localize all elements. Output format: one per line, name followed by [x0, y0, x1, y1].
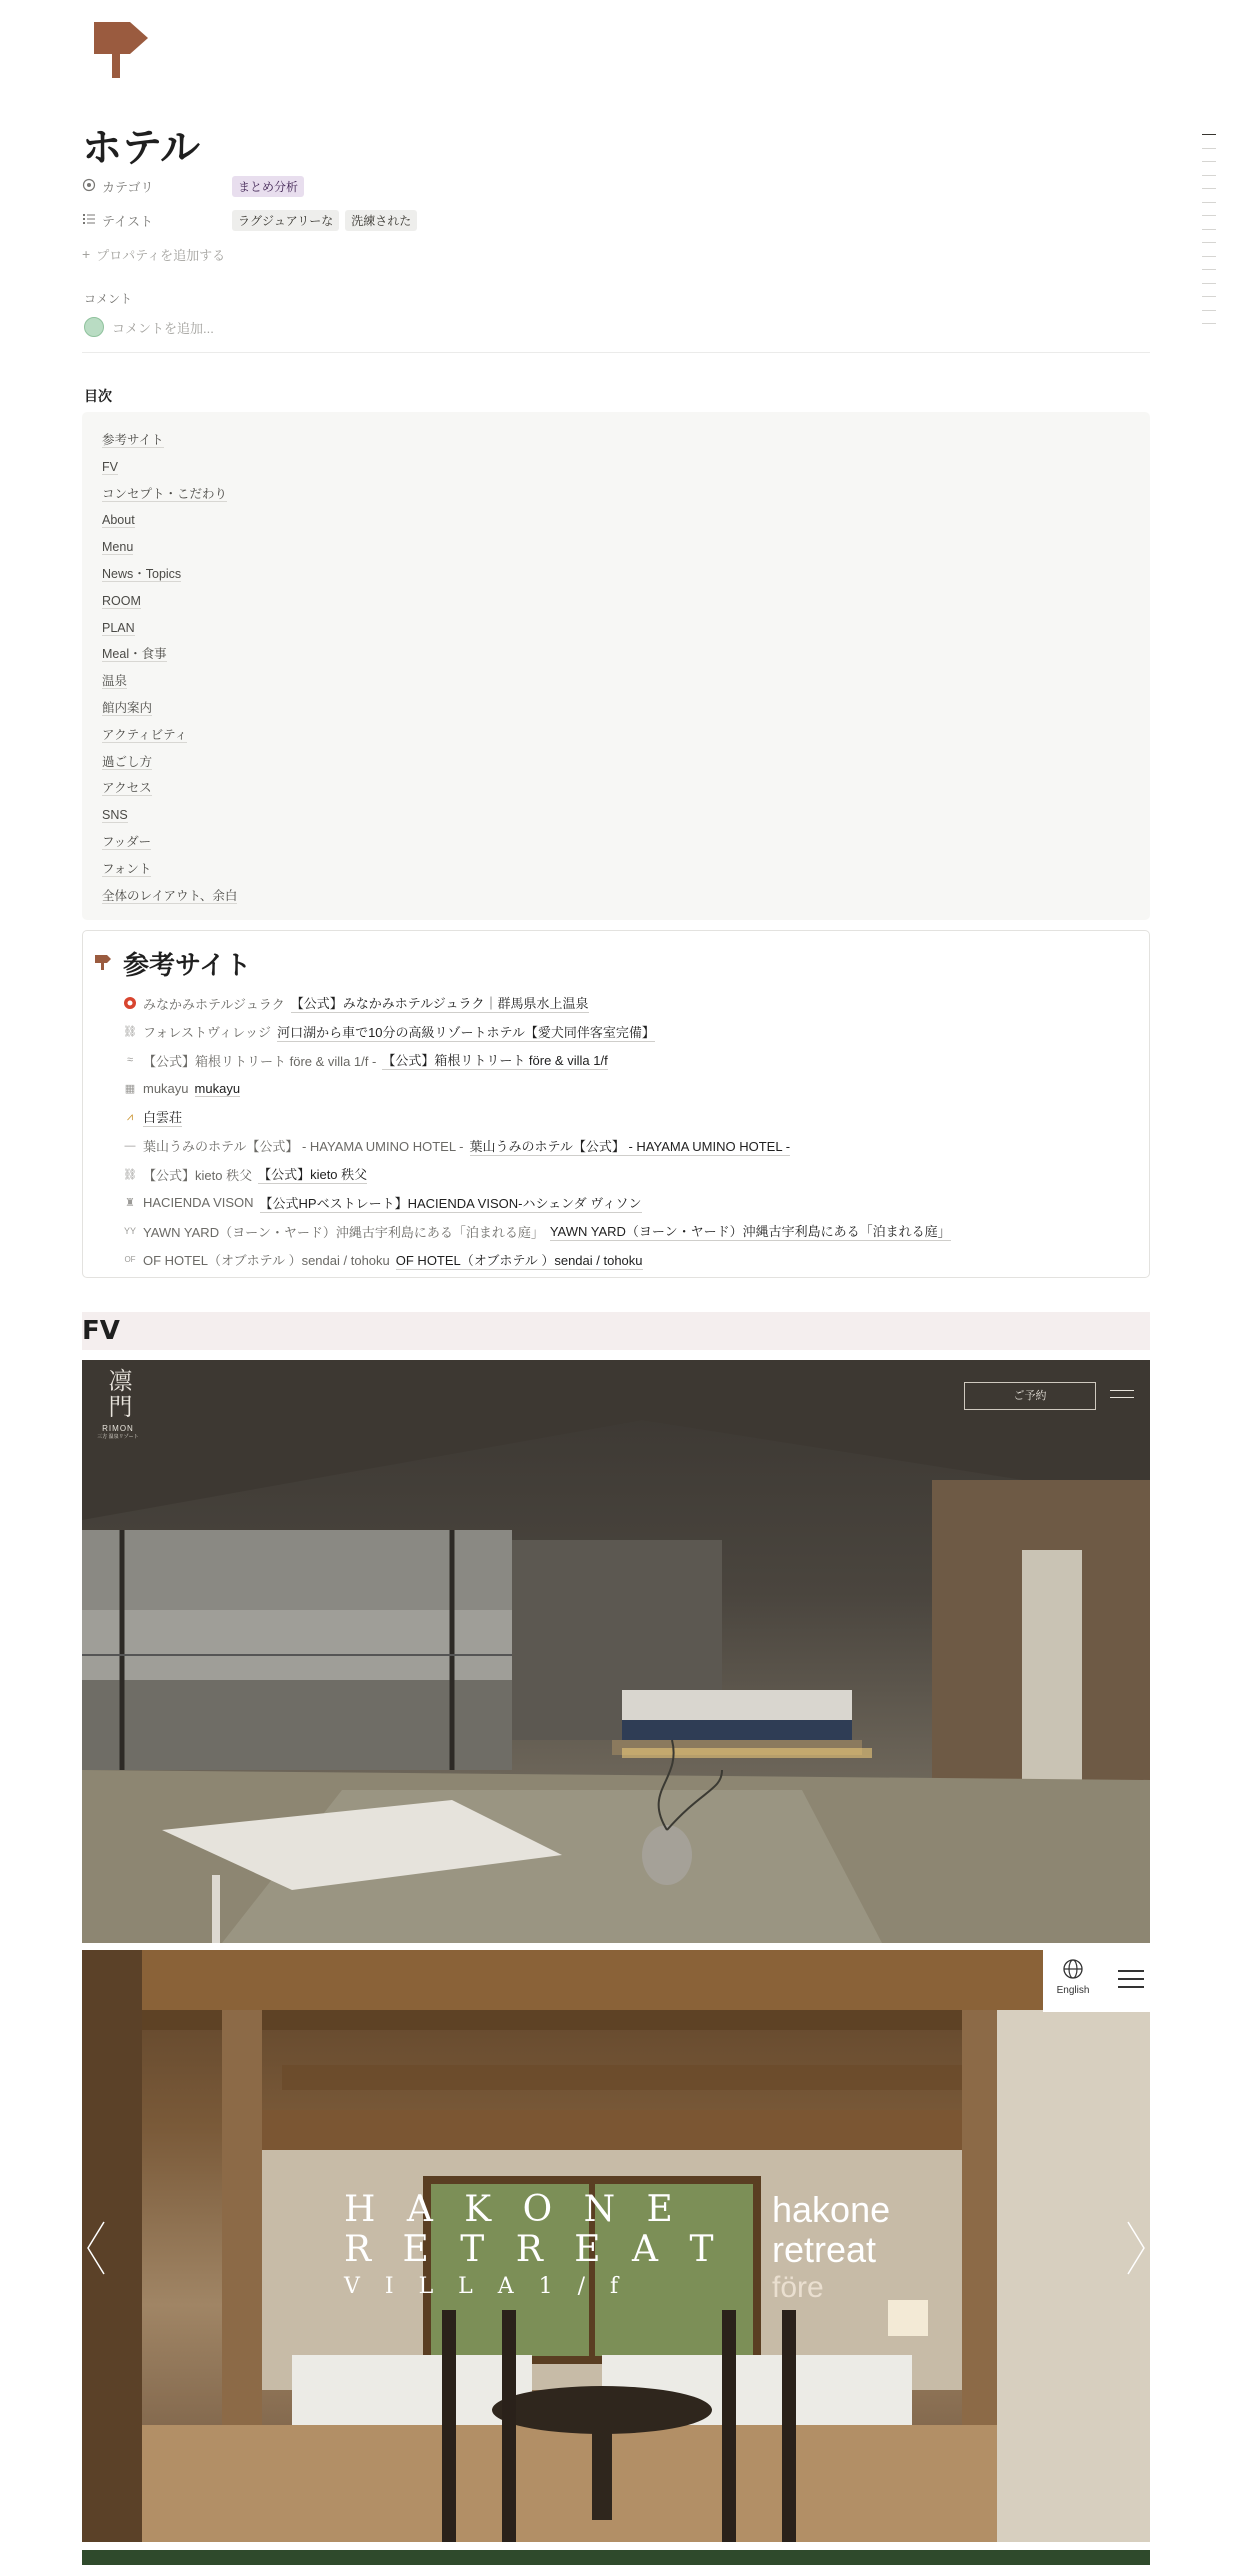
hamburger-icon[interactable]	[1118, 1970, 1144, 1988]
link-title[interactable]: 葉山うみのホテル【公式】 - HAYAMA UMINO HOTEL -	[470, 1136, 791, 1156]
hero-line: H A K O N E	[344, 2189, 683, 2230]
tag[interactable]: ラグジュアリーな	[232, 210, 339, 231]
rimon-logo[interactable]	[96, 1368, 140, 1440]
comments-label: コメント	[84, 292, 133, 306]
hero-line: hakone	[772, 2189, 891, 2230]
outline-marker[interactable]	[1202, 283, 1216, 284]
bookmark-link[interactable]	[123, 1046, 951, 1075]
toc-item[interactable]: フッダー	[102, 834, 152, 849]
logo-kanji: 凛門	[104, 1368, 132, 1420]
hero-line: före	[772, 2271, 824, 2304]
language-button[interactable]	[1051, 1958, 1095, 1996]
link-title[interactable]: 【公式】箱根リトリート före & villa 1/f	[382, 1050, 607, 1070]
mountain-icon: ⩘	[126, 1110, 134, 1123]
outline-marker[interactable]	[1202, 134, 1216, 135]
outline-marker[interactable]	[1202, 188, 1216, 189]
toc-item[interactable]: 参考サイト	[102, 433, 164, 447]
link-source: 【公式】箱根リトリート före & villa 1/f -	[143, 1053, 377, 1069]
table-of-contents	[82, 412, 1150, 920]
hero-title-lower	[772, 2190, 890, 2306]
bookmark-link[interactable]	[123, 1075, 951, 1104]
add-property-label: プロパティを追加する	[96, 247, 226, 263]
link-title[interactable]: 【公式】みなかみホテルジュラク｜群馬県水上温泉	[291, 993, 589, 1013]
page-outline-rail[interactable]	[1202, 134, 1216, 337]
signpost-icon[interactable]	[90, 18, 152, 80]
tag[interactable]: 洗練された	[345, 210, 417, 231]
page-title[interactable]: ホテル	[82, 125, 200, 171]
fv-screenshot-2	[82, 1950, 1150, 2542]
link-source: 葉山うみのホテル【公式】 - HAYAMA UMINO HOTEL -	[143, 1139, 464, 1155]
yy-icon: YY	[123, 1226, 136, 1237]
toc-item[interactable]: About	[102, 513, 135, 528]
link-source: フォレストヴィレッジ	[143, 1025, 272, 1041]
language-label: English	[1056, 1985, 1090, 1996]
toc-item[interactable]: News・Topics	[102, 566, 182, 581]
outline-marker[interactable]	[1202, 229, 1216, 230]
link-source: OF HOTEL（オブホテル ）sendai / tohoku	[143, 1253, 390, 1269]
signpost-icon	[93, 951, 113, 976]
outline-marker[interactable]	[1202, 175, 1216, 176]
category-icon	[82, 178, 96, 195]
link-source: YAWN YARD（ヨーン・ヤード）沖縄古宇利島にある「泊まれる庭」	[143, 1224, 544, 1240]
list-icon	[82, 212, 96, 229]
toc-item[interactable]: コンセプト・こだわり	[102, 486, 228, 501]
bookmark-link[interactable]	[123, 1160, 951, 1189]
comment-placeholder: コメントを追加...	[112, 320, 214, 336]
bookmark-link[interactable]	[123, 1246, 951, 1275]
fv-heading-text: FV	[82, 1316, 120, 1346]
building-icon: ▦	[124, 1083, 136, 1096]
toc-item[interactable]: 過ごし方	[102, 754, 153, 769]
prev-arrow-icon[interactable]	[86, 2220, 106, 2281]
link-source: みなかみホテルジュラク	[143, 996, 285, 1012]
outline-marker[interactable]	[1202, 215, 1216, 216]
header-box	[1043, 1950, 1150, 2012]
link-title[interactable]: OF HOTEL（オブホテル ）sendai / tohoku	[396, 1250, 643, 1270]
toc-item[interactable]: ROOM	[102, 593, 141, 608]
outline-marker[interactable]	[1202, 148, 1216, 149]
bookmark-link[interactable]	[123, 989, 951, 1018]
logo-en: RIMON	[102, 1424, 134, 1433]
next-arrow-icon[interactable]	[1126, 2220, 1146, 2281]
bookmark-link[interactable]	[123, 1103, 951, 1132]
callout-heading[interactable]: 参考サイト	[123, 951, 252, 981]
link-title[interactable]: YAWN YARD（ヨーン・ヤード）沖縄古宇利島にある「泊まれる庭」	[550, 1221, 951, 1241]
toc-item[interactable]: アクティビティ	[102, 727, 188, 742]
link-source: HACIENDA VISON	[143, 1195, 254, 1211]
outline-marker[interactable]	[1202, 296, 1216, 297]
toc-item[interactable]: SNS	[102, 808, 128, 823]
property-taste[interactable]	[82, 208, 682, 232]
toc-item[interactable]: 全体のレイアウト、余白	[102, 888, 238, 903]
reserve-button[interactable]: ご予約	[964, 1382, 1096, 1410]
globe-icon	[1062, 1958, 1084, 1980]
bookmark-link[interactable]	[123, 1018, 951, 1047]
add-property-button[interactable]	[82, 242, 682, 266]
toc-item[interactable]: フォント	[102, 861, 152, 876]
link-icon: ⛓	[123, 1026, 137, 1039]
toc-item[interactable]: アクセス	[102, 781, 152, 796]
red-circle-icon	[123, 996, 137, 1010]
link-title[interactable]: 【公式】kieto 秩父	[258, 1164, 367, 1184]
toc-item[interactable]: 温泉	[102, 674, 128, 689]
hero-title-en	[344, 2190, 723, 2304]
toc-item[interactable]: Meal・食事	[102, 647, 167, 662]
outline-marker[interactable]	[1202, 269, 1216, 270]
dash-icon: —	[124, 1139, 136, 1152]
logo-sub: 三方 温泉リゾート	[97, 1434, 139, 1440]
toc-item[interactable]: PLAN	[102, 620, 135, 635]
link-icon: ⛓	[123, 1168, 137, 1181]
link-source: mukayu	[143, 1081, 189, 1097]
hero-line: V I L L A 1 / f	[344, 2274, 628, 2299]
outline-marker[interactable]	[1202, 256, 1216, 257]
divider	[82, 352, 1150, 353]
link-source: 【公式】kieto 秩父	[143, 1167, 253, 1183]
avatar	[84, 317, 104, 337]
link-title[interactable]: 白雲荘	[143, 1107, 182, 1127]
hero-line: retreat	[772, 2229, 877, 2270]
menu-icon[interactable]	[1110, 1390, 1134, 1398]
property-category[interactable]	[82, 174, 682, 198]
toc-heading: 目次	[84, 388, 112, 404]
outline-marker[interactable]	[1202, 310, 1216, 311]
link-title[interactable]: mukayu	[194, 1080, 241, 1096]
toc-item[interactable]: 館内案内	[102, 700, 153, 715]
link-title[interactable]: 【公式HPベストレート】HACIENDA VISON-ハシェンダ ヴィソン	[260, 1193, 642, 1213]
outline-marker[interactable]	[1202, 323, 1216, 324]
hero-line: R E T R E A T	[344, 2229, 724, 2270]
outline-marker[interactable]	[1202, 202, 1216, 203]
bookmark-link[interactable]	[123, 1189, 951, 1218]
bookmark-link[interactable]	[123, 1217, 951, 1246]
tag[interactable]: まとめ分析	[232, 176, 304, 197]
section-heading-fv[interactable]	[82, 1312, 1150, 1350]
outline-marker[interactable]	[1202, 242, 1216, 243]
outline-marker[interactable]	[1202, 161, 1216, 162]
fv-screenshot-3	[82, 2550, 1150, 2565]
fv-screenshot-1	[82, 1360, 1150, 1943]
toc-item[interactable]: Menu	[102, 540, 134, 555]
plus-icon: +	[82, 246, 91, 262]
tower-icon: ♜	[125, 1197, 135, 1210]
property-name: テイスト	[102, 213, 153, 229]
bookmark-link[interactable]	[123, 1132, 951, 1161]
wave-icon: ≈	[126, 1054, 134, 1067]
comment-input[interactable]	[84, 317, 214, 337]
reference-callout	[82, 930, 1150, 1278]
link-title[interactable]: 河口湖から車で10分の高級リゾートホテル【愛犬同伴客室完備】	[277, 1022, 655, 1042]
property-name: カテゴリ	[102, 179, 154, 195]
toc-item[interactable]: FV	[102, 459, 118, 474]
of-icon: OF	[124, 1255, 136, 1265]
